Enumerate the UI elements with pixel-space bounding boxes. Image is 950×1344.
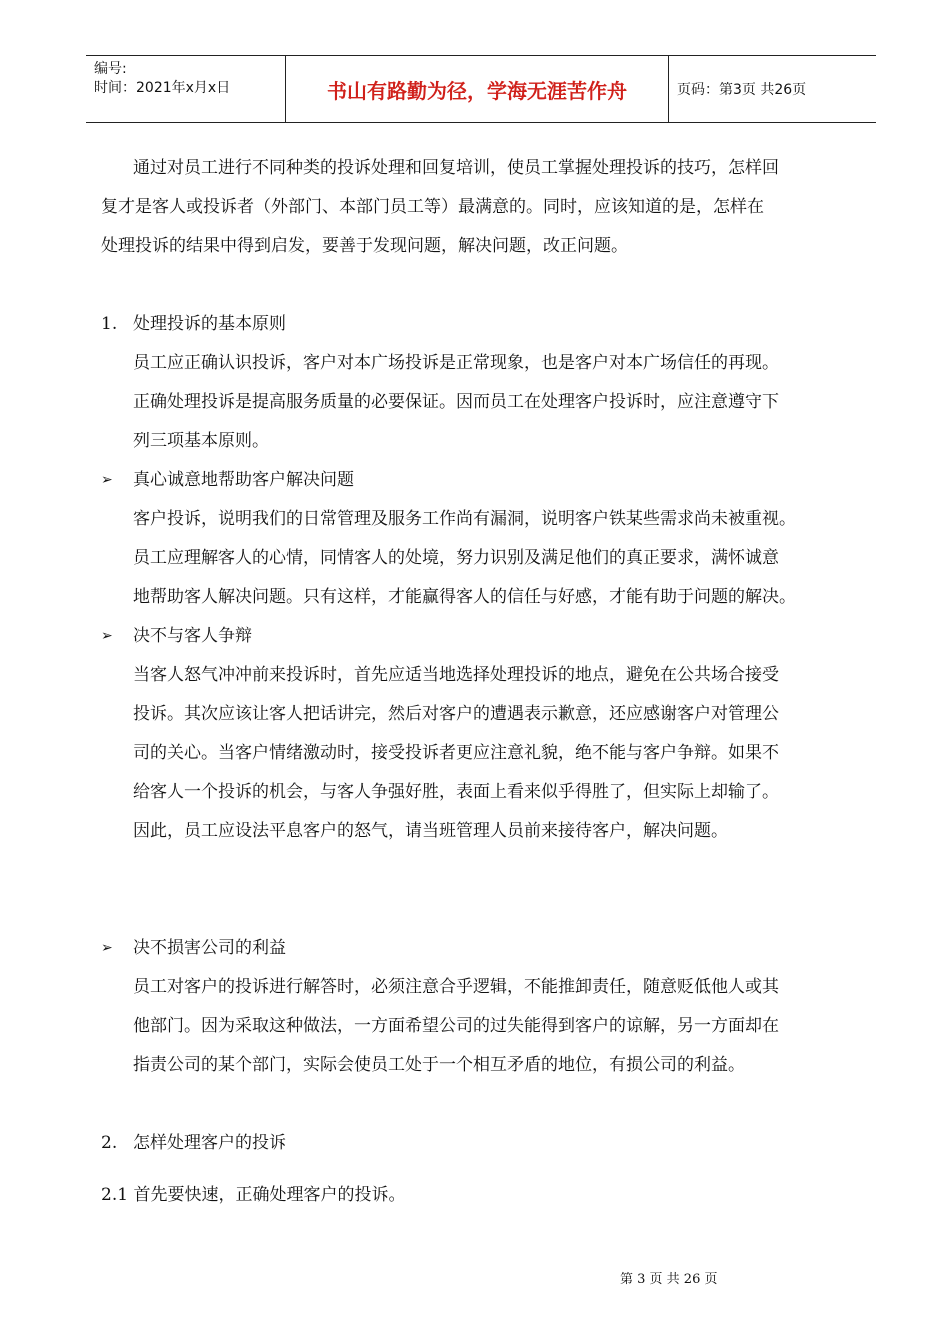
principle-line: 当客人怒气冲冲前来投诉时，首先应适当地选择处理投诉的地点，避免在公共场合接受 bbox=[133, 665, 779, 685]
section1-line: 列三项基本原则。 bbox=[133, 431, 269, 451]
principle-line: 他部门。因为采取这种做法，一方面希望公司的过失能得到客户的谅解，另一方面却在 bbox=[133, 1016, 779, 1036]
principle-line: 司的关心。当客户情绪激动时，接受投诉者更应注意礼貌，绝不能与客户争辩。如果不 bbox=[133, 743, 779, 763]
page-footer: 第 3 页 共 26 页 bbox=[620, 1272, 718, 1287]
page-header bbox=[86, 55, 876, 123]
section2-1-heading: 2.1 首先要快速，正确处理客户的投诉。 bbox=[101, 1185, 406, 1205]
header-meta bbox=[94, 60, 230, 98]
section2-title: 怎样处理客户的投诉 bbox=[133, 1133, 286, 1153]
intro-line: 通过对员工进行不同种类的投诉处理和回复培训，使员工掌握处理投诉的技巧，怎样回 bbox=[133, 158, 779, 178]
principle-title: 决不损害公司的利益 bbox=[133, 938, 286, 958]
intro-line: 复才是客人或投诉者（外部门、本部门员工等）最满意的。同时，应该知道的是，怎样在 bbox=[101, 197, 764, 217]
section1-line: 员工应正确认识投诉，客户对本广场投诉是正常现象，也是客户对本广场信任的再现。 bbox=[133, 353, 779, 373]
section1-title: 处理投诉的基本原则 bbox=[133, 314, 286, 334]
principle-line: 地帮助客人解决问题。只有这样，才能赢得客人的信任与好感，才能有助于问题的解决。 bbox=[133, 587, 796, 607]
header-page-info: 页码：第3页 共26页 bbox=[677, 82, 807, 98]
section1-number: 1. bbox=[101, 314, 118, 334]
document-time-label: 时间：2021年x月x日 bbox=[94, 80, 231, 96]
header-motto: 书山有路勤为径，学海无涯苦作舟 bbox=[285, 56, 669, 122]
bullet-icon: ➢ bbox=[101, 628, 113, 644]
principle-line: 投诉。其次应该让客人把话讲完，然后对客户的遭遇表示歉意，还应感谢客户对管理公 bbox=[133, 704, 779, 724]
principle-title: 真心诚意地帮助客户解决问题 bbox=[133, 470, 354, 490]
section2-number: 2. bbox=[101, 1133, 118, 1153]
bullet-icon: ➢ bbox=[101, 472, 113, 488]
document-number-label: 编号: bbox=[94, 61, 127, 77]
principle-line: 指责公司的某个部门，实际会使员工处于一个相互矛盾的地位，有损公司的利益。 bbox=[133, 1055, 745, 1075]
principle-title: 决不与客人争辩 bbox=[133, 626, 252, 646]
intro-line: 处理投诉的结果中得到启发，要善于发现问题，解决问题，改正问题。 bbox=[101, 236, 628, 256]
principle-line: 客户投诉，说明我们的日常管理及服务工作尚有漏洞，说明客户铁某些需求尚未被重视。 bbox=[133, 509, 796, 529]
principle-line: 因此，员工应设法平息客户的怒气，请当班管理人员前来接待客户，解决问题。 bbox=[133, 821, 728, 841]
principle-line: 给客人一个投诉的机会，与客人争强好胜，表面上看来似乎得胜了，但实际上却输了。 bbox=[133, 782, 779, 802]
principle-line: 员工对客户的投诉进行解答时，必须注意合乎逻辑，不能推卸责任，随意贬低他人或其 bbox=[133, 977, 779, 997]
bullet-icon: ➢ bbox=[101, 940, 113, 956]
principle-line: 员工应理解客人的心情，同情客人的处境，努力识别及满足他们的真正要求，满怀诚意 bbox=[133, 548, 779, 568]
section1-line: 正确处理投诉是提高服务质量的必要保证。因而员工在处理客户投诉时，应注意遵守下 bbox=[133, 392, 779, 412]
